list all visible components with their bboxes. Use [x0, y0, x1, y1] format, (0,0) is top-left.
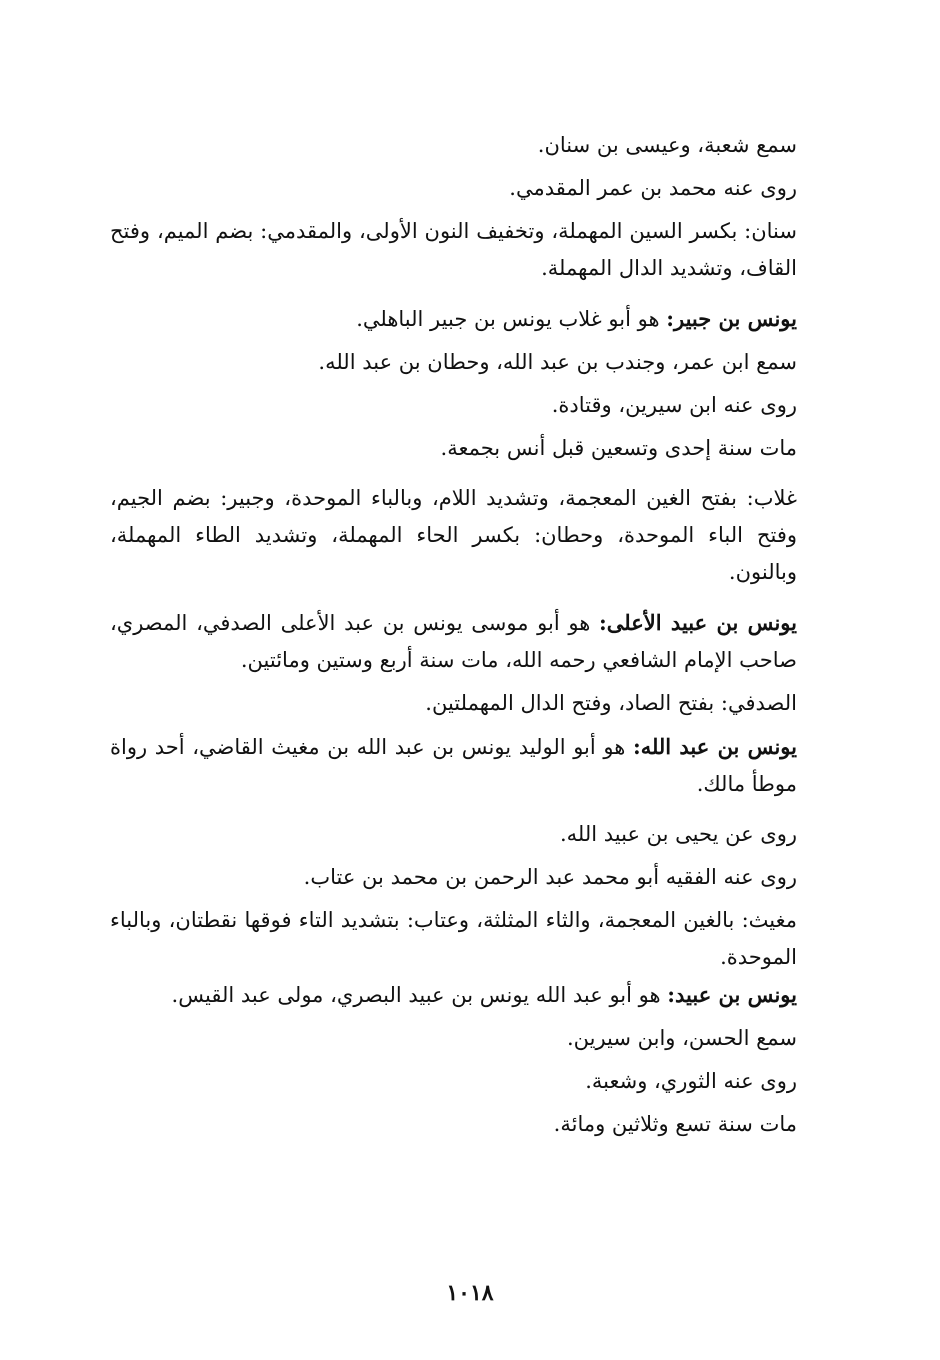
note-paragraph: غلاب: بفتح الغين المعجمة، وتشديد اللام، وبالباء الموحدة، وجبير: بضم الجيم، وفتح الباء الموحدة، وحطان: بكسر الحاء المهملة، وتشديد الطاء المهملة، وبالنون. — [110, 486, 797, 584]
entry-text: هو أبو موسى يونس بن عبد الأعلى الصدفي، المصري، صاحب الإمام الشافعي رحمه الله، مات سنة أربع وستين ومائتين. — [110, 611, 797, 672]
entry-line — [110, 976, 857, 1014]
entry-text: هو أبو غلاب يونس بن جبير الباهلي. — [356, 307, 667, 331]
text-line: روى عنه الفقيه أبو محمد عبد الرحمن بن محمد بن عتاب. — [303, 865, 797, 889]
entry-paragraph — [110, 728, 857, 803]
text-line: روى عنه ابن سيرين، وقتادة. — [551, 393, 797, 417]
entry-line — [110, 300, 857, 338]
page-number: ١٠١٨ — [446, 1280, 494, 1306]
text-line: سمع الحسن، وابن سيرين. — [566, 1026, 797, 1050]
text-line: مات سنة إحدى وتسعين قبل أنس بجمعة. — [440, 436, 797, 460]
entry-heading: يونس بن عبيد الأعلى: — [599, 610, 797, 635]
entry-paragraph — [110, 604, 857, 679]
page-text — [110, 127, 857, 1143]
text-line: سمع شعبة، وعيسى بن سنان. — [537, 133, 797, 157]
text-line: روى عنه محمد بن عمر المقدمي. — [509, 176, 797, 200]
note-paragraph: مغيث: بالغين المعجمة، والثاء المثلثة، وعتاب: بتشديد التاء فوقها نقطتان، وبالباء الموحدة. — [110, 908, 797, 969]
note-paragraph: سنان: بكسر السين المهملة، وتخفيف النون الأولى، والمقدمي: بضم الميم، وفتح القاف، وتشديد الدال المهملة. — [110, 219, 797, 280]
note-line: الصدفي: بفتح الصاد، وفتح الدال المهملتين. — [425, 691, 797, 715]
text-line: روى عن يحيى بن عبيد الله. — [559, 822, 797, 846]
entry-heading: يونس بن عبيد: — [667, 982, 797, 1007]
entry-heading: يونس بن جبير: — [666, 306, 797, 331]
entry-heading: يونس بن عبد الله: — [632, 734, 797, 759]
text-line: مات سنة تسع وثلاثين ومائة. — [553, 1112, 797, 1136]
entry-text: هو أبو عبد الله يونس بن عبيد البصري، مولى عبد القيس. — [171, 983, 668, 1007]
text-line: روى عنه الثوري، وشعبة. — [585, 1069, 797, 1093]
text-line: سمع ابن عمر، وجندب بن عبد الله، وحطان بن عبد الله. — [318, 350, 797, 374]
entry-text: هو أبو الوليد يونس بن عبد الله بن مغيث القاضي، أحد رواة موطأ مالك. — [110, 735, 797, 796]
